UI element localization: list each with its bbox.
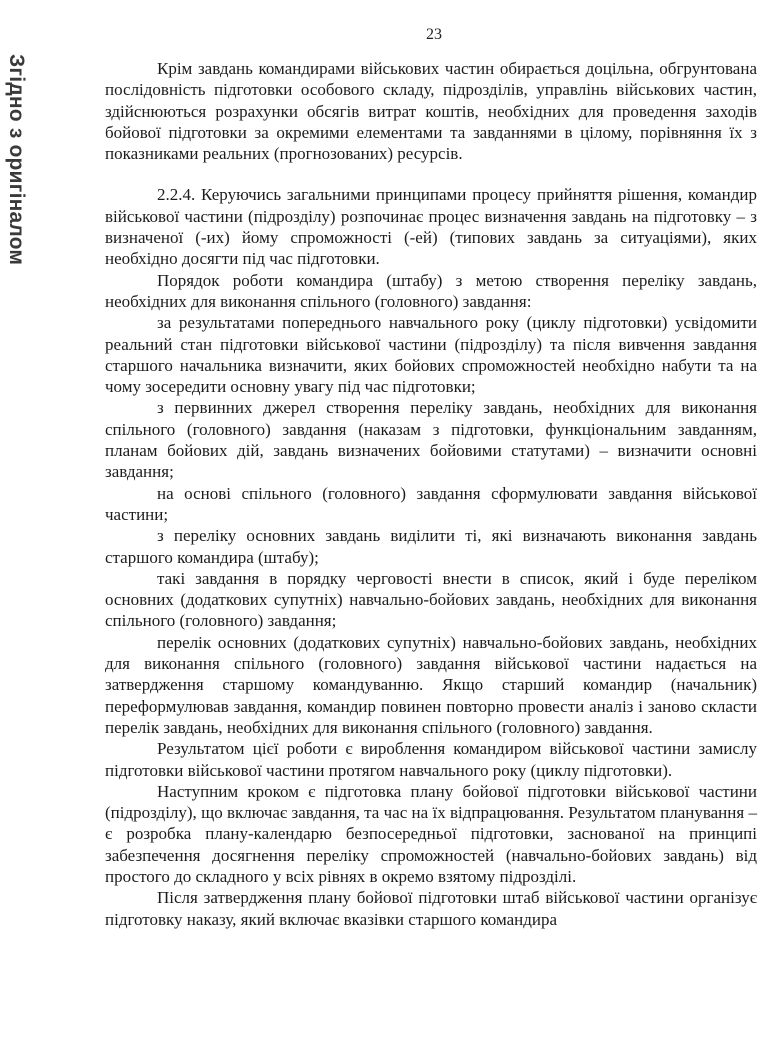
paragraph: Крім завдань командирами військових частин обирається доцільна, обгрунтована послідовність підготовки особового складу, підрозділів, управлінь військових частин, здійснюються розрахунки обсягів витрат коштів, необхідних для проведення заходів бойової підготовки за окремими елементами та завданнями в цілому, порівняння їх з показниками реальних (прогнозованих) ресурсів. [105,59,757,164]
document-body [105,58,757,930]
certification-stamp [2,10,30,310]
list-item: з первинних джерел створення переліку завдань, необхідних для виконання спільного (головного) завдання (наказам з підготовки, функціональним завданням, планам бойових дій, завдань визначених бойовими статутами) – визначити основні завдання; [105,398,757,482]
paragraph: Порядок роботи командира (штабу) з метою створення переліку завдань, необхідних для виконання спільного (головного) завдання: [105,270,757,311]
paragraph: Результатом цієї роботи є вироблення командиром військової частини замислу підготовки військової частини протягом навчального року (циклу підготовки). [105,739,757,780]
section-paragraph: 2.2.4. Керуючись загальними принципами процесу прийняття рішення, командир військової частини (підрозділу) розпочинає процес визначення завдань на підготовку – з визначеної (-их) йому спроможності (-ей) (типових завдань за ситуаціями), яких необхідно досягти під час підготовки. [105,185,757,269]
paragraph: Після затвердження плану бойової підготовки штаб військової частини організує підготовку наказу, який включає вказівки старшого командира [105,888,757,929]
paragraph: Наступним кроком є підготовка плану бойової підготовки військової частини (підрозділу), що включає завдання, та час на їх відпрацювання. Результатом планування – є розробка плану-календарю безпосередньої підготовки, заснованої на принципі забезпечення досягнення переліку спроможностей (навчально-бойових завдань) від простого до складного у всіх рівнях в окремо взятому підрозділі. [105,781,757,886]
stamp-text: Згідно з оригіналом [5,54,28,266]
page-number: 23 [426,26,442,43]
list-item: з переліку основних завдань виділити ті, які визначають виконання завдань старшого командира (штабу); [105,526,757,567]
list-item: за результатами попереднього навчального року (циклу підготовки) усвідомити реальний стан підготовки військової частини (підрозділу) та після вивчення завдання старшого начальника визначити, яких бойових спроможностей необхідно набути та на чому зосередити основну увагу під час підготовки; [105,313,757,397]
list-item: перелік основних (додаткових супутніх) навчально-бойових завдань, необхідних для виконання спільного (головного) завдання військової частини надається на затвердження старшому командуванню. Якщо старший командир (начальник) переформулював завдання, командир повинен повторно провести аналіз і заново скласти перелік завдань, необхідних для виконання спільного (головного) завдання. [105,632,757,737]
list-item: такі завдання в порядку черговості внести в список, який і буде переліком основних (додаткових супутніх) навчально-бойових завдань, необхідних для виконання спільного (головного) завдання; [105,568,757,631]
list-item: на основі спільного (головного) завдання сформулювати завдання військової частини; [105,483,757,524]
